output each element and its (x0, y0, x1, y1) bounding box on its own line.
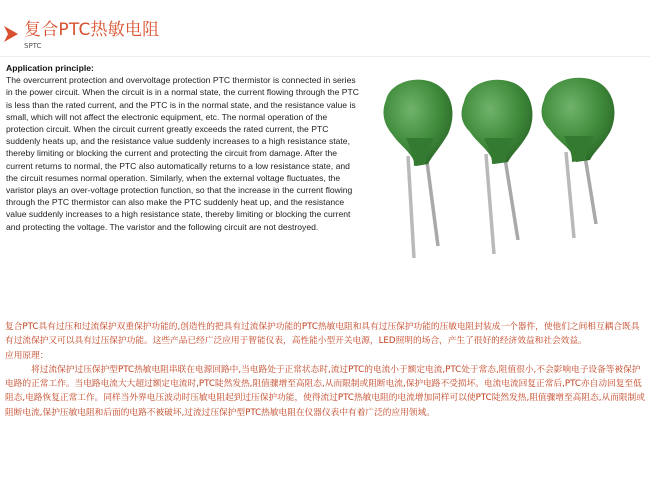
chinese-description (5, 320, 645, 420)
thermistor-3 (542, 78, 615, 238)
thermistor-2 (462, 80, 533, 254)
page-title: 复合PTC热敏电阻 (24, 20, 160, 40)
chinese-heading: 应用原理： (5, 350, 49, 361)
english-heading: Application principle: (6, 63, 94, 73)
thermistor-1 (384, 80, 453, 258)
page-subtitle: SPTC (24, 42, 42, 50)
english-body: The overcurrent protection and overvoltage protection PTC thermistor is connected in series in the power circuit. When the circuit is in a normal state, the current flowing through the PTC is less than the rated current, and the PTC is in the normal state, and the resistance value is small, which will not affect the electronic equipment, etc. The normal operation of the protection circuit. When the circuit current greatly exceeds the rated current, the PTC suddenly heats up, and the resistance value suddenly increases to a high resistance state, thereby limiting or blocking the current and protecting the circuit from damage. After the current returns to normal, the PTC also automatically returns to a low resistance state, and the circuit resumes normal operation. Similarly, when the external voltage fluctuates, the varistor plays an over-voltage protection function, so that the increase in the current flowing through the PTC thermistor can also make the PTC suddenly heat up, and the resistance value suddenly increases to a high resistance state, thereby limiting or blocking the current and protecting the voltage. The varistor and the following circuit are not destroyed. (6, 75, 359, 232)
english-description (6, 62, 364, 233)
ptc-thermistor-photo (356, 68, 648, 276)
header-divider (0, 56, 650, 57)
page-header (0, 0, 650, 62)
chinese-principle: 将过流保护过压保护型PTC热敏电阻串联在电源回路中,当电路处于正常状态时,流过PTC的电流小于额定电流,PTC处于常态,阻值很小,不会影响电子设备等被保护电路的正常工作。当电路电流大大超过额定电流时,PTC陡然发热,阻值骤增至高阻态,从而限制或阻断电流,保护电路不受损坏。电流电流回复正常后,PTC亦自动回复至低阻态,电路恢复正常工作。同样当外界电压波动时压敏电阻起到过压保护功能，使得流过PTC热敏电阻的电流增加同样可以使PTC陡然发热,阻值骤增至高阻态,从而限制或阻断电流,保护压敏电阻和后面的电路不被破坏,过流过压保护型PTC热敏电阻在仪器仪表中有着广泛的应用领域。 (5, 364, 645, 418)
chinese-intro: 复合PTC具有过压和过流保护双重保护功能的,创造性的把具有过流保护功能的PTC热敏电阻和具有过压保护功能的压敏电阻封装成一个器件，使他们之间相互耦合既具有过流保护又可以具有过压保护功能。这些产品已经广泛应用于智能仪表，高性能小型开关电源，LED照明的场合，产生了很好的经济效益和社会效益。 (5, 322, 640, 347)
arrow-right-icon (4, 26, 18, 42)
